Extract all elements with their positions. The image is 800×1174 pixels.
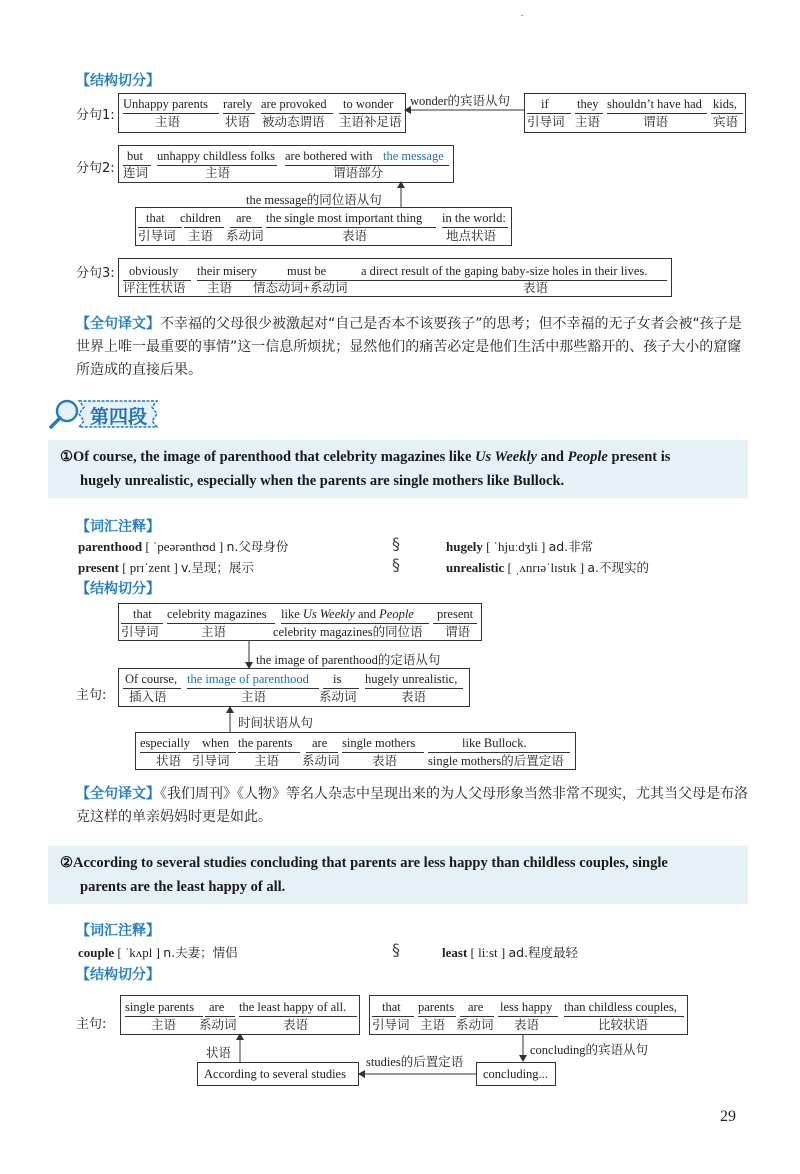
separator-icon: § [392, 534, 400, 553]
role: 主语 [201, 625, 227, 639]
word: single mothers [342, 736, 416, 750]
word: children [180, 211, 221, 225]
role: 主语 [254, 754, 280, 768]
full-translation [76, 312, 748, 382]
word: especially [140, 736, 190, 750]
role: 主语 [205, 166, 231, 180]
clause3-box [118, 258, 672, 297]
role: 宾语 [713, 115, 739, 129]
time-clause-box [135, 732, 576, 770]
time-clause-note: 时间状语从句 [238, 715, 314, 730]
sentence-line: hugely unrealistic, especially when the parents are single mothers like Bullock. [80, 473, 565, 489]
clause2-box [118, 145, 454, 183]
role: celebrity magazines的同位语 [273, 625, 423, 639]
role: 系动词 [456, 1018, 494, 1032]
clause1-box [118, 93, 406, 133]
role: 主语 [241, 690, 267, 704]
word: that [133, 607, 152, 621]
word: concluding... [483, 1067, 548, 1081]
role: 主语补足语 [339, 115, 402, 129]
vocab-heading: 【词汇注释】 [76, 518, 160, 534]
word: celebrity magazines [167, 607, 267, 621]
according-box [197, 1062, 359, 1086]
role: 谓语 [643, 115, 669, 129]
word: they [577, 97, 599, 111]
full-translation [76, 782, 748, 829]
role: 引导词 [121, 625, 159, 639]
role: 连词 [123, 166, 149, 180]
role: 系动词 [319, 690, 357, 704]
arrow-up-icon [234, 1033, 246, 1063]
role: 评注性状语 [123, 281, 186, 295]
main-clause-box [118, 668, 470, 707]
role: 主语 [575, 115, 601, 129]
word: like Bullock. [462, 736, 527, 750]
word: in the world: [442, 211, 506, 225]
role: 情态动词+系动词 [253, 281, 348, 295]
word: their misery [197, 264, 258, 278]
structure-heading: 【结构切分】 [76, 72, 160, 88]
wonder-object-note: wonder的宾语从句 [410, 94, 510, 108]
role: 系动词 [226, 229, 264, 243]
separator-icon: § [392, 555, 400, 574]
role: 表语 [523, 281, 549, 295]
word: kids, [713, 97, 737, 111]
section-title: 第四段 [90, 406, 148, 428]
role: 引导词 [138, 229, 176, 243]
vocab-entry: couple [ ˈkʌpl ] n.夫妻；情侣 [78, 945, 238, 960]
clause-label: 分句1: [76, 108, 115, 123]
role: 系动词 [302, 754, 340, 768]
word: if [541, 97, 549, 111]
role: 表语 [401, 690, 427, 704]
role: 主语 [188, 229, 214, 243]
role: 主语 [207, 281, 233, 295]
role: 状语 [225, 115, 251, 129]
vocab-entry: unrealistic [ ˌʌnrɪəˈlɪstɪk ] a.不现实的 [446, 560, 649, 575]
role: 谓语部分 [333, 166, 384, 180]
comparison-clause-box [369, 995, 688, 1035]
word: like Us Weekly and People [281, 607, 414, 621]
separator-icon: § [392, 940, 400, 959]
word: than childless couples, [564, 1000, 677, 1014]
object-clause-box [524, 93, 746, 133]
word: the single most important thing [266, 211, 423, 225]
word: unhappy childless folks [157, 149, 276, 163]
word: single parents [125, 1000, 195, 1014]
clause-label: 分句2: [76, 161, 115, 176]
word: the parents [238, 736, 293, 750]
word: the least happy of all. [239, 1000, 347, 1014]
word: are [312, 736, 328, 750]
main-clause-box [120, 995, 360, 1035]
word: are provoked [261, 97, 327, 111]
role: 引导词 [192, 754, 230, 768]
word: that [146, 211, 165, 225]
translation-text: 《我们周刊》《人物》等名人杂志中呈现出来的为人父母形象当然非常不现实，尤其当父母是布洛克这样的单亲妈妈时更是如此。 [76, 786, 748, 825]
role: single mothers的后置定语 [428, 754, 564, 768]
word: but [127, 149, 143, 163]
translation-text: 不幸福的父母很少被激起对“自己是否本不该要孩子”的思考；但不幸福的无子女者会被“孩子是世界上唯一最重要的事情”这一信息所烦扰；显然他们的痛苦必定是他们生活中那些豁开的、孩子大小的窟窿所造成的直接后果。 [76, 316, 742, 378]
translation-tag: 【全句译文】 [76, 785, 160, 801]
concluding-box [476, 1062, 556, 1086]
role: 状语 [156, 754, 182, 768]
role: 表语 [283, 1018, 309, 1032]
role: 被动态谓语 [262, 115, 325, 129]
role: 表语 [514, 1018, 540, 1032]
vocab-entry: present [ prɪˈzent ] v.呈现；展示 [78, 560, 254, 575]
word: the image of parenthood [187, 672, 309, 686]
appositive-clause-box [135, 207, 512, 246]
role: 主语 [155, 115, 181, 129]
role: 主语 [151, 1018, 177, 1032]
role: 插入语 [129, 690, 167, 704]
word: are [468, 1000, 484, 1014]
adverbial-note: 状语 [206, 1045, 232, 1060]
word: are [209, 1000, 225, 1014]
word: are [236, 211, 252, 225]
sentence-line: parents are the least happy of all. [80, 879, 286, 895]
arrow-down-icon [517, 1035, 529, 1063]
word: obviously [129, 264, 179, 278]
word: is [333, 672, 342, 686]
vocab-entry: parenthood [ ˈpeərənthʊd ] n.父母身份 [78, 539, 289, 554]
role: 谓语 [445, 625, 471, 639]
role: 主语 [420, 1018, 446, 1032]
vocab-entry: hugely [ ˈhjuːdʒli ] ad.非常 [446, 539, 594, 554]
vocab-entry: least [ liːst ] ad.程度最轻 [442, 945, 579, 960]
word: shouldn’t have had [607, 97, 702, 111]
structure-heading: 【结构切分】 [76, 966, 160, 982]
role: 地点状语 [446, 229, 497, 243]
sentence-line: ②According to several studies concluding that parents are less happy than childless couples, single [60, 855, 668, 871]
word: rarely [223, 97, 253, 111]
relative-clause-box [118, 603, 482, 641]
sentence-line: ①Of course, the image of parenthood that celebrity magazines like Us Weekly and People present is [60, 449, 671, 465]
word: Unhappy parents [123, 97, 209, 111]
structure-heading: 【结构切分】 [76, 580, 160, 596]
word: present [437, 607, 474, 621]
role: 表语 [372, 754, 398, 768]
word: must be [287, 264, 327, 278]
arrow-down-icon [243, 641, 255, 669]
word: when [202, 736, 230, 750]
translation-tag: 【全句译文】 [76, 315, 160, 331]
object-clause-note: concluding的宾语从句 [530, 1043, 649, 1057]
word: Of course, [125, 672, 178, 686]
role: 比较状语 [598, 1018, 649, 1032]
main-clause-label: 主句: [76, 688, 107, 703]
word: to wonder [343, 97, 394, 111]
arrow-up-icon [395, 181, 407, 209]
role: 引导词 [372, 1018, 410, 1032]
word: that [382, 1000, 401, 1014]
vocab-heading: 【词汇注释】 [76, 922, 160, 938]
post-modifier-note: studies的后置定语 [366, 1055, 464, 1069]
role: 系动词 [199, 1018, 237, 1032]
page-number: 29 [720, 1108, 736, 1125]
clause-label: 分句3: [76, 266, 115, 281]
word: hugely unrealistic, [365, 672, 458, 686]
word: are bothered with [285, 149, 373, 163]
word: the message [383, 149, 444, 163]
relative-note: the image of parenthood的定语从句 [256, 653, 441, 667]
appositive-note: the message的同位语从句 [246, 193, 382, 207]
role: 表语 [342, 229, 368, 243]
main-clause-label: 主句: [76, 1017, 107, 1032]
word: According to several studies [204, 1067, 346, 1081]
arrow-up-icon [224, 706, 236, 734]
word: a direct result of the gaping baby-size holes in their lives. [361, 264, 648, 278]
word: parents [418, 1000, 455, 1014]
top-dot: · [520, 8, 524, 22]
role: 引导词 [527, 115, 565, 129]
word: less happy [500, 1000, 553, 1014]
